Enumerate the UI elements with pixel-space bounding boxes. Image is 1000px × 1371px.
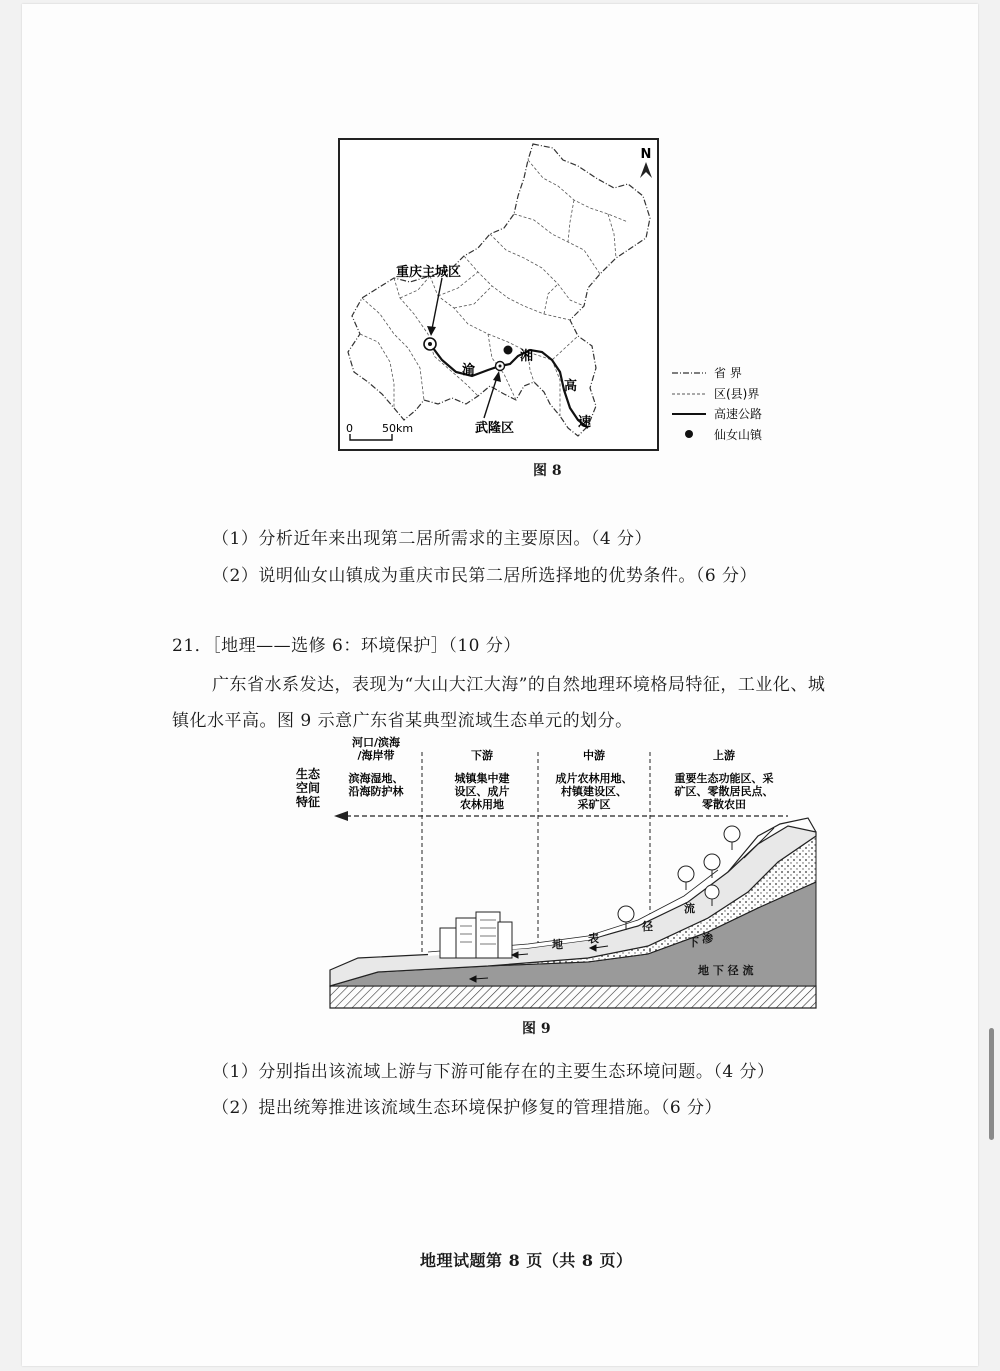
scrollbar[interactable] [989,1028,994,1140]
zone-lower-desc-3: 农林用地 [460,798,504,811]
surface-flow-label-2: 表 [588,932,599,945]
flow-direction-arrow-icon [334,811,348,821]
scale-zero: 0 [346,422,353,435]
row-label-3: 特征 [296,795,321,809]
legend-highway: 高速公路 [714,407,763,421]
row-label-2: 空间 [296,781,321,795]
zone-upper-desc-1: 重要生态功能区、采 [674,772,774,785]
zone-middle-desc-2: 村镇建设区、 [561,785,627,798]
row-label-1: 生态 [296,767,321,781]
zone-middle-desc-1: 成片农林用地、 [555,772,633,785]
q20-sub1: （1）分析近年来出现第二居所需求的主要原因。（4 分） [212,529,653,549]
terrain-front-hatch [330,986,816,1008]
q21-intro-line2: 镇化水平高。图 9 示意广东省某典型流域生态单元的划分。 [172,711,633,731]
label-xiang: 湘 [520,349,534,364]
legend-town: 仙女山镇 [714,428,763,442]
surface-flow-label-3: 径 [642,920,653,933]
q20-sub2: （2）说明仙女山镇成为重庆市民第二居所选择地的优势条件。（6 分） [212,566,758,586]
figure-8-caption: 图 8 [533,463,562,479]
legend-district: 区(县)界 [714,387,760,401]
q21-title: 21．［地理——选修 6：环境保护］（10 分） [172,636,521,656]
zone-lower-desc-1: 城镇集中建 [454,772,510,785]
zone-upper-desc-3: 零散农田 [702,798,746,811]
figure-9-diagram [288,732,820,1012]
city-buildings [440,912,512,958]
zone-estuary-name-2: /海岸带 [357,749,395,762]
label-gao: 高 [564,379,578,394]
zone-lower-desc-2: 设区、成片 [454,785,510,798]
legend-province: 省 界 [714,366,742,380]
q21-intro-line1: 广东省水系发达，表现为“大山大江大海”的自然地理环境格局特征，工业化、城 [212,675,826,695]
label-su: 速 [578,415,592,430]
zone-middle-name: 中游 [583,749,605,762]
xiannvshan-marker [504,346,513,355]
zone-upper-desc-2: 矿区、零散居民点、 [674,785,774,798]
zone-estuary-name-1: 河口/滨海 [351,736,401,749]
q21-sub1: （1）分别指出该流域上游与下游可能存在的主要生态环境问题。（4 分） [212,1062,775,1082]
scale-km: 50km [382,422,414,435]
q21-sub2: （2）提出统筹推进该流域生态环境保护修复的管理措施。（6 分） [212,1098,723,1118]
zone-middle-desc-3: 采矿区 [577,798,611,811]
label-wulong: 武隆区 [475,421,515,436]
surface-flow-label-1: 地 [552,938,563,951]
groundwater-label: 地 下 径 流 [698,964,754,977]
figure-8-legend [670,360,780,450]
label-main-city: 重庆主城区 [396,265,462,280]
infiltration-label-1: 下 [688,936,699,949]
zone-upper-name: 上游 [713,749,735,762]
page-footer: 地理试题第 8 页（共 8 页） [420,1251,633,1270]
north-label: N [640,147,652,162]
zone-lower-name: 下游 [471,749,493,762]
zone-estuary-desc-1: 滨海湿地、 [348,772,404,785]
surface-flow-label-4: 流 [684,902,695,915]
infiltration-label-2: 渗 [702,932,713,945]
figure-8-map [338,138,660,452]
label-yu: 渝 [462,363,476,378]
zone-estuary-desc-2: 沿海防护林 [348,785,404,798]
figure-9-caption: 图 9 [522,1021,551,1037]
